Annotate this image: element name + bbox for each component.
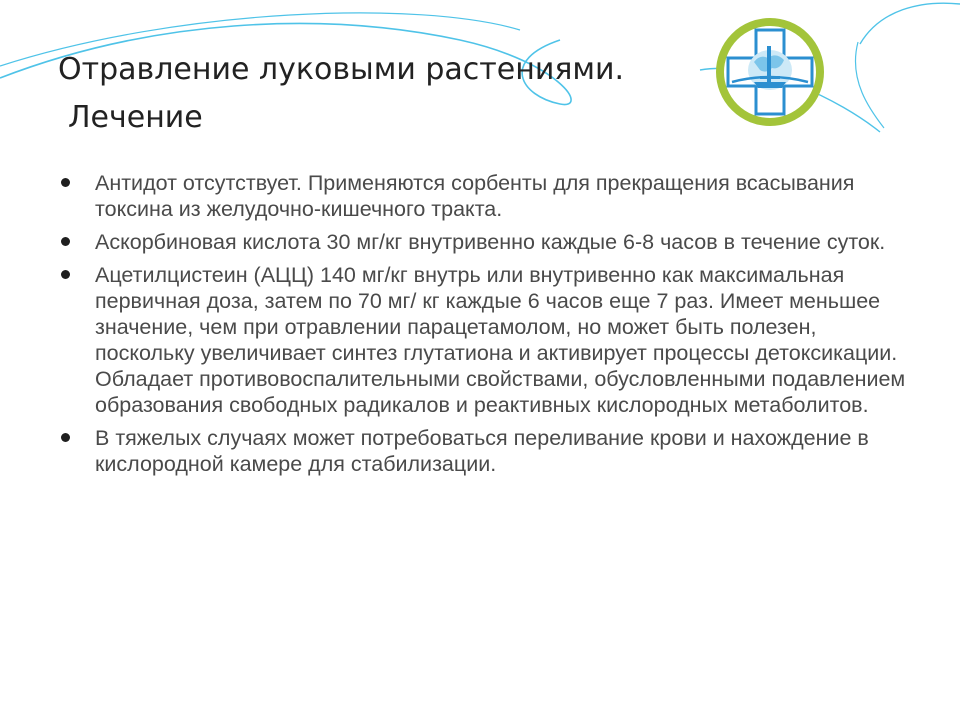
bullet-list (58, 170, 918, 484)
slide-title-line1: Отравление луковыми растениями. (58, 52, 625, 87)
bullet-text: В тяжелых случаях может потребоваться переливание крови и нахождение в кислородной камере для стабилизации. (95, 426, 869, 476)
bullet-text: Аскорбиновая кислота 30 мг/кг внутривенно каждые 6-8 часов в течение суток. (95, 230, 886, 254)
bullet-item (58, 425, 918, 477)
bullet-item (58, 229, 918, 255)
bullet-item (58, 170, 918, 222)
medical-cross-emblem-icon (714, 16, 826, 128)
bullet-item (58, 262, 918, 418)
slide-title-line2: Лечение (68, 100, 203, 135)
slide-title (58, 46, 718, 142)
bullet-dot-icon (61, 237, 70, 246)
bullet-dot-icon (61, 270, 70, 279)
bullet-dot-icon (61, 178, 70, 187)
bullet-dot-icon (61, 433, 70, 442)
bullet-text: Антидот отсутствует. Применяются сорбенты для прекращения всасывания токсина из желудочно-кишечного тракта. (95, 171, 855, 221)
bullet-text: Ацетилцистеин (АЦЦ) 140 мг/кг внутрь или внутривенно как максимальная первичная доза, затем по 70 мг/ кг каждые 6 часов еще 7 раз. Имеет меньшее значение, чем при отравлении парацетамолом, но может быть полезен, поскольку увеличивает синтез глутатиона и активирует процессы детоксикации. Обладает противовоспалительными свойствами, обусловленными подавлением образования свободных радикалов и реактивных кислородных метаболитов. (95, 263, 906, 417)
